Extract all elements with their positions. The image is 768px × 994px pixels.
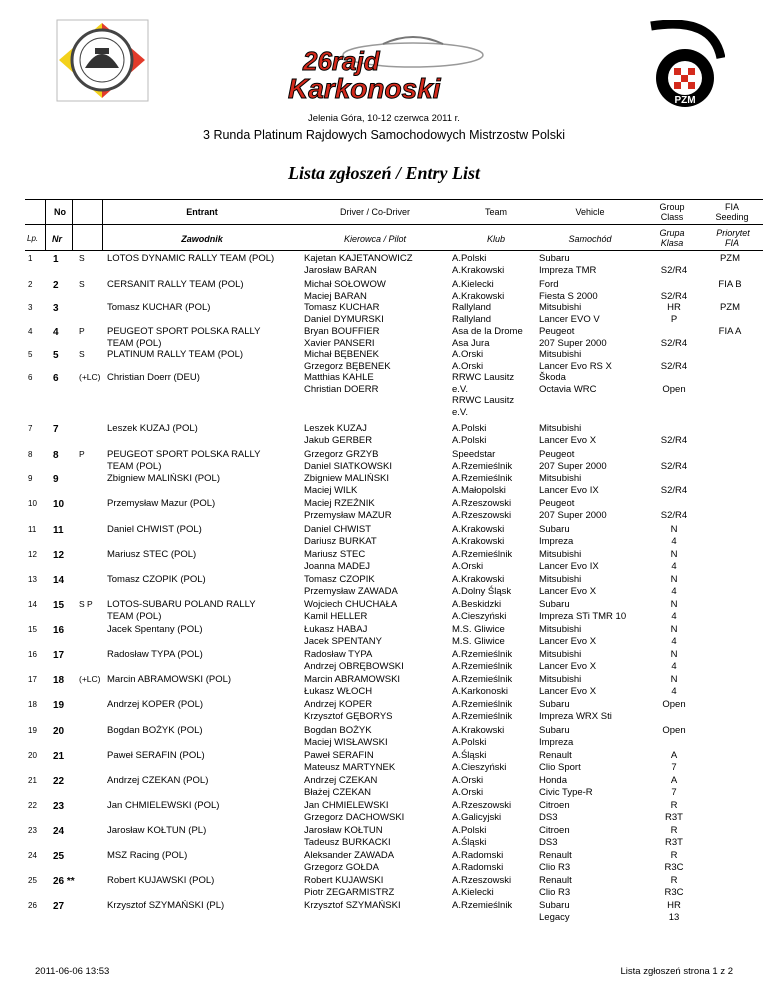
cell-driver: Paweł SERAFIN Mateusz MARTYNEK [304,750,396,773]
place-date: Jelenia Góra, 10-12 czerwca 2011 r. [308,113,460,124]
cell-vehicle: Škoda Octavia WRC [539,372,597,395]
cell-vehicle: Subaru Impreza STi TMR 10 [539,599,627,622]
cell-vehicle: Mitsubishi Lancer Evo RS X [539,349,612,372]
cell-nr: 12 [53,550,65,561]
col-fia: FIA [724,202,739,212]
cell-team: Rallyland Rallyland [452,302,492,325]
cell-nr: 19 [53,700,65,711]
col-prio-fia: FIA [724,238,739,248]
cell-vehicle: Citroen DS3 [539,800,570,823]
cell-group: S2/R4 [660,484,688,496]
cell-driver: Grzegorz GRZYB Daniel SIATKOWSKI [304,449,392,472]
cell-group: HR 13 [667,900,681,923]
cell-driver: Jarosław KOŁTUN Tadeusz BURKACKI [304,825,391,848]
cell-pr: P [79,449,85,459]
cell-group: S2/R4 [660,509,688,521]
cell-lp: 12 [28,550,37,559]
cell-nr: 3 [53,303,59,314]
cell-entrant: Jarosław KOŁTUN (PL) [107,825,207,836]
cell-group: S2/R4 [660,290,688,302]
cell-entrant: Marcin ABRAMOWSKI (POL) [107,674,232,685]
col-driver: Driver / Co-Driver [339,207,410,217]
cell-vehicle: Renault Clio Sport [539,750,581,773]
cell-lp: 24 [28,851,37,860]
cell-lp: 7 [28,424,33,433]
cell-entrant: Tomasz CZOPIK (POL) [107,574,206,585]
cell-lp: 11 [28,525,37,534]
cell-vehicle: Mitsubishi Lancer Evo X [539,674,597,697]
cell-fia: FIA B [718,279,742,290]
cell-group: R R3T [665,825,683,848]
cell-team: A.Rzeszowski A.Rzeszowski [452,498,512,521]
cell-entrant: PEUGEOT SPORT POLSKA RALLY TEAM (POL) [107,449,261,472]
cell-group: S2/R4 [660,360,688,372]
cell-entrant: Krzysztof SZYMAŃSKI (PL) [107,900,225,911]
cell-entrant: Mariusz STEC (POL) [107,549,197,560]
cell-group: N 4 [670,674,678,697]
cell-lp: 2 [28,280,33,289]
cell-driver: Andrzej CZEKAN Błażej CZEKAN [304,775,378,798]
footer-timestamp: 2011-06-06 13:53 [35,966,110,977]
cell-nr: 6 [53,373,59,384]
cell-pr: S P [79,599,93,609]
cell-driver: Łukasz HABAJ Jacek SPENTANY [304,624,382,647]
cell-group: N 4 [670,599,678,622]
cell-lp: 17 [28,675,37,684]
cell-vehicle: Subaru Impreza [539,725,574,748]
cell-team: A.Krakowski A.Dolny Śląsk [452,574,512,597]
cell-entrant: Bogdan BOŻYK (POL) [107,725,203,736]
cell-vehicle: Mitsubishi Lancer Evo X [539,624,597,647]
cell-driver: Bryan BOUFFIER Xavier PANSERI [304,326,380,349]
col-divider [102,199,103,250]
cell-vehicle: Subaru Impreza WRX Sti [539,699,612,722]
cell-nr: 17 [53,650,65,661]
cell-team: A.Polski A.Krakowski [452,253,505,276]
logo-title-line2: Karkonoski [288,73,441,104]
cell-driver: Maciej RZEŹNIK Przemysław MAZUR [304,498,392,521]
cell-lp: 18 [28,700,37,709]
col-divider [72,199,73,250]
cell-group: R R3C [664,850,684,873]
col-nr: Nr [52,234,63,244]
col-class: Class [660,212,684,222]
cell-vehicle: Renault Clio R3 [539,850,572,873]
rajd-karkonoski-logo [283,30,498,106]
cell-vehicle: Mitsubishi Lancer Evo X [539,574,597,597]
cell-driver: Leszek KUZAJ Jakub GERBER [304,423,373,446]
cell-pr: (+LC) [79,372,101,382]
col-lp: Lp. [27,234,39,243]
cell-pr: S [79,279,85,289]
cell-nr: 20 [53,726,65,737]
cell-team: A.Rzemieślnik [452,900,513,911]
cell-nr: 24 [53,826,65,837]
cell-team: A.Rzeszowski A.Galicyjski [452,800,512,823]
cell-entrant: Leszek KUZAJ (POL) [107,423,198,434]
cell-group: R R3T [665,800,683,823]
cell-nr: 27 [53,901,65,912]
cell-team: M.S. Gliwice M.S. Gliwice [452,624,505,647]
cell-team: A.Orski A.Orski [452,349,484,372]
cell-vehicle: Renault Clio R3 [539,875,572,898]
cell-lp: 1 [28,254,33,263]
logo-title-line1: 26rajd [303,46,380,76]
header-top-rule [25,199,763,200]
cell-nr: 1 [53,254,59,265]
round-title: 3 Runda Platinum Rajdowych Samochodowych Mistrzostw Polski [203,128,565,142]
cell-lp: 10 [28,499,37,508]
cell-team: RRWC Lausitz e.V. RRWC Lausitz e.V. [452,372,515,418]
col-priorytet: Priorytet [716,228,750,238]
col-klasa: Klasa [660,238,684,248]
cell-driver: Radosław TYPA Andrzej OBRĘBOWSKI [304,649,404,672]
cell-group: N 4 [670,574,678,597]
cell-entrant: Jacek Spentany (POL) [107,624,203,635]
cell-fia: PZM [719,302,741,313]
cell-driver: Marcin ABRAMOWSKI Łukasz WŁOCH [304,674,401,697]
cell-entrant: Przemysław Mazur (POL) [107,498,216,509]
cell-driver: Zbigniew MALIŃSKI Maciej WILK [304,473,390,496]
col-vehicle: Vehicle [575,207,605,217]
cell-nr: 10 [53,499,65,510]
cell-driver: Robert KUJAWSKI Piotr ZEGARMISTRZ [304,875,395,898]
cell-driver: Michał SOŁOWOW Maciej BARAN [304,279,386,302]
cell-team: A.Rzemieślnik A.Karkonoski [452,674,513,697]
cell-lp: 23 [28,826,37,835]
cell-fia: PZM [719,253,741,264]
cell-driver: Krzysztof SZYMAŃSKI [304,900,401,911]
cell-team: A.Polski A.Polski [452,423,487,446]
col-zawodnik: Zawodnik [181,234,223,244]
cell-driver: Mariusz STEC Joanna MADEJ [304,549,371,572]
cell-team: A.Krakowski A.Krakowski [452,524,505,547]
cell-entrant: Daniel CHWIST (POL) [107,524,202,535]
cell-driver: Wojciech CHUCHAŁA Kamil HELLER [304,599,398,622]
cell-team: A.Rzeszowski A.Kielecki [452,875,512,898]
footer-page: Lista zgłoszeń strona 1 z 2 [620,966,733,977]
cell-vehicle: Mitsubishi Lancer Evo IX [539,473,599,496]
cell-nr: 15 [53,600,65,611]
cell-nr: 16 [53,625,65,636]
cell-vehicle: Subaru Legacy [539,900,570,923]
page-title: Lista zgłoszeń / Entry List [287,163,481,183]
col-entrant: Entrant [186,207,218,217]
cell-team: A.Rzemieślnik A.Rzemieślnik [452,649,513,672]
cell-entrant: PLATINUM RALLY TEAM (POL) [107,349,244,360]
cell-group: N 4 [670,549,678,572]
cell-group: N 4 [670,649,678,672]
cell-team: A.Rzemieślnik A.Orski [452,549,513,572]
col-no: No [54,207,66,217]
cell-nr: 8 [53,450,59,461]
cell-entrant: LOTOS-SUBARU POLAND RALLY TEAM (POL) [107,599,256,622]
cell-lp: 13 [28,575,37,584]
cell-driver: Daniel CHWIST Dariusz BURKAT [304,524,377,547]
cell-lp: 15 [28,625,37,634]
header-bottom-rule [25,250,763,251]
col-samochod: Samochód [568,234,612,244]
cell-nr: 5 [53,350,59,361]
cell-group: Open [662,725,686,736]
cell-driver: Aleksander ZAWADA Grzegorz GOŁDA [304,850,395,873]
cell-driver: Tomasz KUCHAR Daniel DYMURSKI [304,302,384,325]
cell-team: A.Orski A.Orski [452,775,484,798]
cell-nr: 9 [53,474,59,485]
cell-vehicle: Subaru Impreza TMR [539,253,597,276]
cell-lp: 9 [28,474,33,483]
col-divider [45,199,46,250]
cell-driver: Michał BĘBENEK Grzegorz BĘBENEK [304,349,391,372]
col-group: Group [659,202,685,212]
automobilklub-logo [55,18,150,103]
cell-vehicle: Peugeot 207 Super 2000 [539,326,607,349]
cell-driver: Kajetan KAJETANOWICZ Jarosław BARAN [304,253,413,276]
cell-group: HR P [667,302,681,325]
cell-lp: 16 [28,650,37,659]
cell-team: A.Beskidzki A.Cieszyński [452,599,507,622]
cell-nr: 7 [53,424,59,435]
cell-lp: 21 [28,776,37,785]
cell-group: S2/R4 [660,337,688,349]
cell-lp: 25 [28,876,37,885]
cell-entrant: CERSANIT RALLY TEAM (POL) [107,279,244,290]
cell-lp: 14 [28,600,37,609]
cell-team: A.Radomski A.Radomski [452,850,504,873]
cell-fia: FIA A [718,326,742,337]
cell-entrant: MSZ Racing (POL) [107,850,188,861]
cell-nr: 23 [53,801,65,812]
cell-nr: 4 [53,327,59,338]
col-klub: Klub [486,234,505,244]
cell-team: Speedstar A.Rzemieślnik [452,449,513,472]
cell-entrant: Tomasz KUCHAR (POL) [107,302,211,313]
cell-entrant: Christian Doerr (DEU) [107,372,200,383]
cell-pr: S [79,349,85,359]
cell-lp: 26 [28,901,37,910]
cell-lp: 6 [28,373,33,382]
pzm-logo [643,20,725,112]
cell-lp: 4 [28,327,33,336]
cell-driver: Matthias KAHLE Christian DOERR [304,372,379,395]
col-grupa: Grupa [659,228,685,238]
cell-team: A.Rzemieślnik A.Małopolski [452,473,513,496]
cell-team: A.Krakowski A.Polski [452,725,505,748]
cell-team: A.Rzemieślnik A.Rzemieślnik [452,699,513,722]
col-kierowca: Kierowca / Pilot [343,234,407,244]
cell-nr: 26 ** [53,876,75,887]
cell-group: N 4 [670,624,678,647]
cell-vehicle: Peugeot 207 Super 2000 [539,498,607,521]
cell-lp: 3 [28,303,33,312]
cell-group: N 4 [670,524,678,547]
cell-driver: Jan CHMIELEWSKI Grzegorz DACHOWSKI [304,800,405,823]
cell-group: Open [662,699,686,710]
header-mid-rule [25,224,763,225]
cell-driver: Bogdan BOŻYK Maciej WISŁAWSKI [304,725,388,748]
cell-team: A.Kielecki A.Krakowski [452,279,505,302]
col-team: Team [484,207,507,217]
cell-team: Asa de la Drome Asa Jura [452,326,523,349]
pzm-logo-text: PZM [674,95,696,106]
cell-entrant: Robert KUJAWSKI (POL) [107,875,215,886]
cell-nr: 14 [53,575,65,586]
cell-vehicle: Honda Civic Type-R [539,775,593,798]
cell-driver: Andrzej KOPER Krzysztof GĘBORYS [304,699,393,722]
cell-nr: 18 [53,675,65,686]
cell-nr: 11 [53,525,64,536]
cell-vehicle: Mitsubishi Lancer Evo X [539,423,597,446]
cell-nr: 22 [53,776,65,787]
cell-nr: 25 [53,851,65,862]
cell-lp: 5 [28,350,33,359]
cell-entrant: Andrzej KOPER (POL) [107,699,204,710]
col-seeding: Seeding [715,212,749,222]
cell-lp: 22 [28,801,37,810]
cell-vehicle: Mitsubishi Lancer Evo IX [539,549,599,572]
cell-entrant: Paweł SERAFIN (POL) [107,750,205,761]
cell-driver: Tomasz CZOPIK Przemysław ZAWADA [304,574,398,597]
cell-lp: 19 [28,726,37,735]
cell-entrant: Radosław TYPA (POL) [107,649,203,660]
cell-lp: 8 [28,450,33,459]
cell-vehicle: Peugeot 207 Super 2000 [539,449,607,472]
cell-group: S2/R4 [660,264,688,276]
cell-nr: 21 [53,751,65,762]
cell-entrant: Andrzej CZEKAN (POL) [107,775,209,786]
cell-team: A.Polski A.Śląski [452,825,487,848]
cell-entrant: PEUGEOT SPORT POLSKA RALLY TEAM (POL) [107,326,261,349]
cell-vehicle: Ford Fiesta S 2000 [539,279,598,302]
cell-vehicle: Subaru Impreza [539,524,574,547]
cell-entrant: Zbigniew MALIŃSKI (POL) [107,473,220,484]
cell-vehicle: Mitsubishi Lancer Evo X [539,649,597,672]
cell-pr: P [79,326,85,336]
cell-group: R R3C [664,875,684,898]
cell-group: S2/R4 [660,434,688,446]
cell-team: A.Śląski A.Cieszyński [452,750,507,773]
cell-lp: 20 [28,751,37,760]
cell-vehicle: Mitsubishi Lancer EVO V [539,302,600,325]
cell-entrant: LOTOS DYNAMIC RALLY TEAM (POL) [107,253,275,264]
cell-pr: (+LC) [79,674,101,684]
cell-group: A 7 [670,775,678,798]
cell-entrant: Jan CHMIELEWSKI (POL) [107,800,220,811]
cell-nr: 2 [53,280,59,291]
cell-group: Open [662,383,686,395]
cell-group: A 7 [670,750,678,773]
cell-vehicle: Citroen DS3 [539,825,570,848]
cell-pr: S [79,253,85,263]
cell-group: S2/R4 [660,460,688,472]
